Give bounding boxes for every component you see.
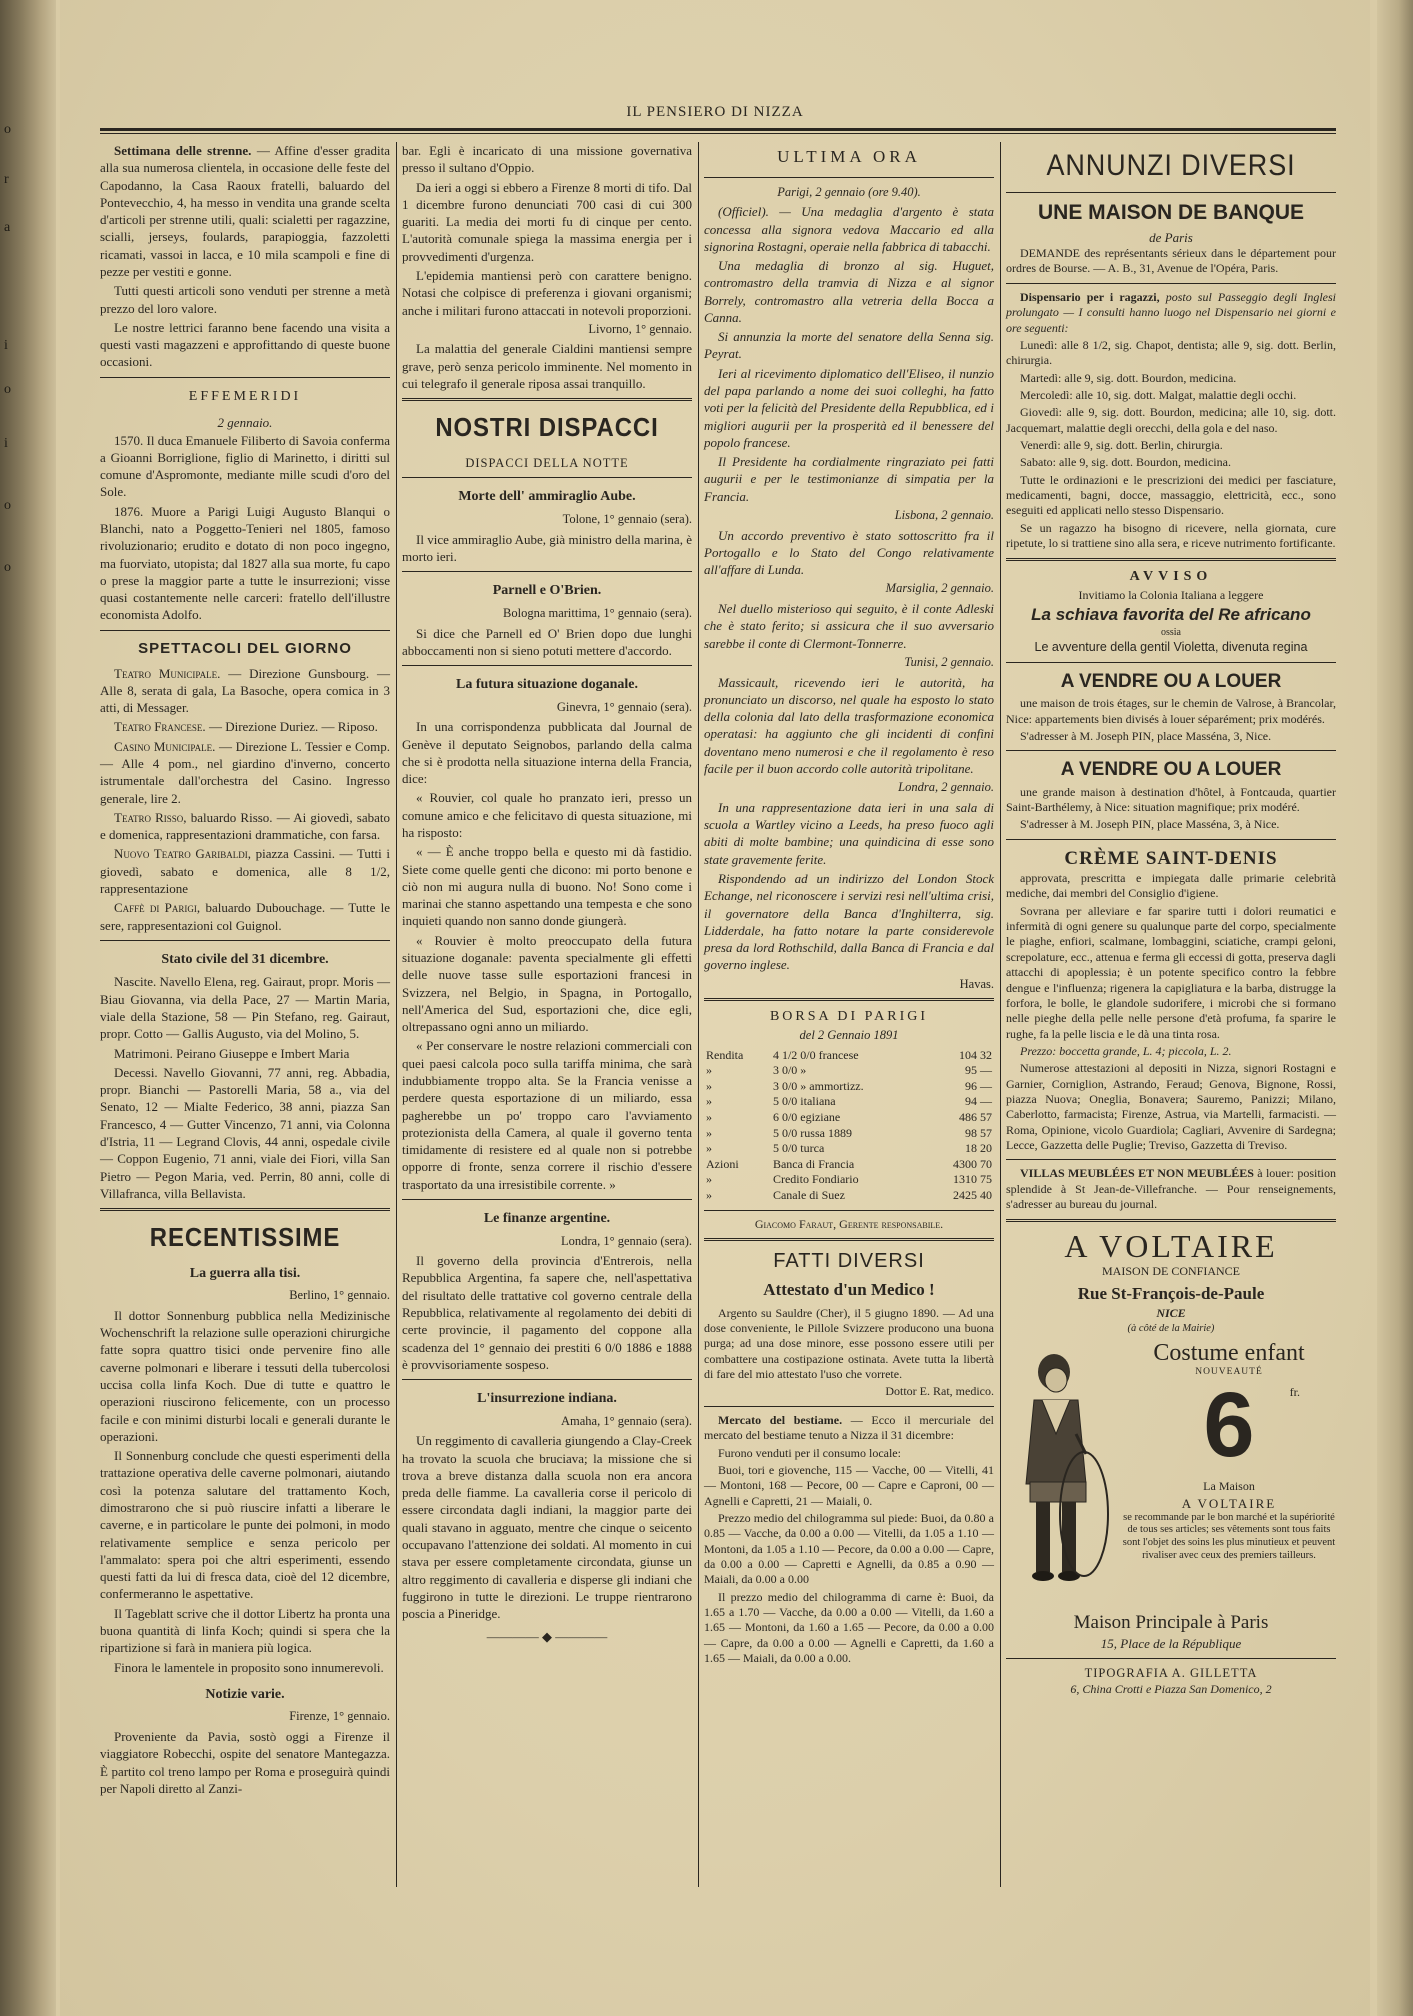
borsa-cell-type: » <box>706 1078 712 1093</box>
dispensario-line: Martedì: alle 9, sig. dott. Bourdon, medicina. <box>1020 370 1237 385</box>
borsa-date: del 2 Gennaio 1891 <box>799 1027 899 1042</box>
dispensario-line: Lunedì: alle 8 1/2, sig. Chapot, dentista; alle 9, sig. dott. Berlin, chirurgia. <box>1006 337 1336 368</box>
voltaire-street: Rue St-François-de-Paule <box>1077 1284 1265 1304</box>
venue-name: Caffè di Parigi, <box>114 900 201 916</box>
dispensario-line: Sabato: alle 9, sig. dott. Bourdon, medicina. <box>1020 455 1231 470</box>
dateline: Londra, 2 gennaio. <box>898 780 994 795</box>
page-binding-edge <box>0 0 56 2016</box>
news-paragraph <box>704 870 994 974</box>
borsa-cell-type: » <box>706 1063 712 1078</box>
divider <box>1006 192 1336 193</box>
header-rule <box>100 128 1336 134</box>
costume-price: 6 <box>1203 1373 1255 1476</box>
strenne-lead: Settimana delle strenne. <box>114 143 252 158</box>
dispensario-line: Se un ragazzo ha bisogno di ricevere, nella giornata, cure ripetute, lo si trattiene sino alla sera, e riceve nutrimento fortificante. <box>1006 520 1336 551</box>
villas-text: à louer: position splendide à St Jean-de-Villefranche. — Pour renseignements, s'adresser au bureau du journal. <box>1006 1166 1336 1212</box>
effemeridi-date: 2 gennaio. <box>217 415 273 431</box>
borsa-cell-price: 486 57 <box>959 1109 992 1124</box>
creme-text: approvata, prescritta e impiegata dalle primarie celebrità mediche, dai membri del Consiglio d'igiene. <box>1006 871 1336 901</box>
creme-text: Sovrana per alleviare e far sparire tutti i dolori reumatici e infermità di ogni genere su qualunque parte del corpo, specialmente le piaghe, enfiori, scalmane, lombaggini, sciatiche, crampi geloni, screpolature, ecc., attenua e ferma gli eccessi di gotta, preserva dagli attacchi di apoplessia; è un potente specifico contro la febbre dengue e l'influenza; rigenera la capigliatura e la barba, distrugge la forfora, le bolle, le glandole sudorifere, i microbi che si formano nelle pieghe della pelle nelle persone d'età profuma, fa sparire le rughe, fa la pelle liscia e le dà una tinta rosa. <box>1006 903 1336 1041</box>
news-text: Una medaglia di bronzo al sig. Huguet, contromastro della tramvia di Nizza e al signor Borrely, contromastro alla vetreria della Bocca a Canna. <box>704 258 994 325</box>
column-rule <box>1000 142 1001 1887</box>
venue-text: baluardo Risso. — Ai giovedì, sabato e domenica, rappresentazioni drammatiche, con farsa. <box>100 809 391 843</box>
banque-title: UNE MAISON DE BANQUE <box>1037 200 1305 224</box>
news-text: Il Presidente ha cordialmente ringraziato pei fatti augurii e per le testimonianze di simpatia per la Francia. <box>704 454 994 504</box>
borsa-cell-type: » <box>706 1125 712 1140</box>
news-paragraph <box>704 600 994 652</box>
maison-blurb: se recommande par le bon marché et la supériorité de tous ses articles; ses vêtements sont tous faits sont l'objet des soins les plus minutieux et peuvent rivaliser avec ceux des premiers tailleurs. <box>1122 1511 1336 1561</box>
venue-text: piazza Cassini. — Tutti i giovedì, sabato e domenica, alle 8 1/2, rappresentazione <box>100 846 390 896</box>
dispensario-lead: Dispensario per i ragazzi, <box>1020 289 1160 304</box>
news-text: Massicault, ricevendo ieri le autorità, ha pronunciato un discorso, nel quale ha esposto lo stato della colonia dal lato della trasformazione economica operatasi: ha aggiunto che gli incidenti di confini doventano meno numerosi e che il regolamento è reso facile per il buon accordo colle autorità tripolitane. <box>704 674 994 776</box>
column-4 <box>1006 142 1336 1698</box>
tipografia-address: 6, China Crotti e Piazza San Domenico, 2 <box>1070 1681 1272 1696</box>
article-paragraph: L'epidemia mantiensi però con carattere benigno. Notasi che colpisce di preferenza i giovani organismi; anche i militari furono attaccati in notevoli proporzioni. <box>402 267 692 318</box>
mercato-intro: — Ecco il mercuriale del mercato del bestiame tenuto a Nizza il 31 dicembre: <box>704 1412 995 1443</box>
borsa-row <box>704 1157 994 1173</box>
borsa-cell-security: 4 1/2 0/0 francese <box>772 1047 859 1062</box>
venue-name: Teatro Francese. <box>114 719 206 735</box>
mercato-item: Il prezzo medio del chilogramma di carne è: Buoi, da 1.65 a 1.70 — Vacche, da 0.00 a 0.00 — Vitelli, da 1.60 a 1.65 — Montoni, da 1.60 a 1.65 — Pecore, da 0.00 a 0.00 — Capre, da 0.00 a 0.00 — Agnelli e Capretti, da 1.60 a 1.65 — Maiali, da 0.00 a 0.00. <box>704 1589 994 1666</box>
spettacolo-item <box>100 809 390 844</box>
borsa-cell-security: 3 0/0 » ammortizz. <box>772 1078 864 1093</box>
borsa-cell-security: 3 0/0 » <box>772 1063 807 1078</box>
margin-fragment: o <box>4 560 11 575</box>
dateline: Ginevra, 1° gennaio (sera). <box>556 699 692 714</box>
voltaire-title: A VOLTAIRE <box>1064 1227 1278 1264</box>
dispensario-intro <box>1006 290 1336 336</box>
article-paragraph: Il governo della provincia d'Entrerois, nella Repubblica Argentina, fa sapere che, nell'aspettativa del risultato delle trattative col governo centrale della Repubblica, relativamente al regolamento dei debiti di certe provincie, il pagamento del coppone alla scadenza del 1° gennaio dei prestiti 6 0/0 1886 e 1888 è provvisoriamente sospeso. <box>402 1253 692 1372</box>
article-paragraph: Da ieri a oggi si ebbero a Firenze 8 morti di tifo. Dal 1 dicembre furono denunciati 700 casi di cui 300 guariti. La media dei morti fu di cinque per cento. L'autorità comunale spiega la massima energia per i provvedimenti d'urgenza. <box>402 179 692 264</box>
dateline: Livorno, 1° gennaio. <box>588 321 692 336</box>
article-paragraph: Finora le lamentele in proposito sono innumerevoli. <box>114 1659 384 1675</box>
borsa-cell-price: 18 20 <box>965 1141 992 1156</box>
divider <box>402 477 692 478</box>
maison-address: 15, Place de la République <box>1100 1635 1242 1651</box>
borsa-cell-type: » <box>706 1141 712 1156</box>
borsa-cell-type: Rendita <box>706 1047 744 1062</box>
article-paragraph: Il dottor Sonnenburg pubblica nella Medizinische Wochenschrift la relazione sulle operazioni chirurgiche fatte sopra quattro tisici onde pervenire fino alle caverne polmonari e liberare i tessuti della tubercolosi uccisa colla linfa Koch. Due di tutte e quattro le operazioni riuscirono felicemente, con un processo facile e con minimi disturbi locali e generali durante le operazioni. <box>100 1307 390 1444</box>
costume-title: Costume enfant <box>1153 1339 1305 1366</box>
divider <box>402 1199 692 1200</box>
margin-fragment: o <box>4 498 11 513</box>
villas-lead: VILLAS MEUBLÉES ET NON MEUBLÉES <box>1020 1166 1254 1181</box>
stato-civile-heading: Stato civile del 31 dicembre. <box>161 951 329 967</box>
margin-fragment: o <box>4 382 11 397</box>
mercato-item: Buoi, tori e giovenche, 115 — Vacche, 00 — Vitelli, 41 — Montoni, 168 — Pecore, 00 — Capre e Caproni, 00 — Agnelli e Capretti, 21 — Maiali, 0. <box>704 1462 994 1508</box>
divider <box>402 665 692 666</box>
borsa-cell-price: 2425 40 <box>953 1187 992 1202</box>
dateline: Amaha, 1° gennaio (sera). <box>561 1413 692 1428</box>
news-text: Rispondendo ad un indirizzo del London Stock Echange, nel riconoscere i servizi resi nell'ultima crisi, il governatore della Banca d'Inghilterra, sig. Lidderdale, ha fatto notare la parte considerevole presa da lord Rothschild, dalla Banca di Francia e dal governo inglese. <box>704 871 994 973</box>
voltaire-note: (à côté de la Mairie) <box>1127 1322 1215 1334</box>
villas-ad <box>1006 1166 1336 1212</box>
venue-text: — Direzione Duriez. — Riposo. <box>208 719 378 735</box>
dateline: Londra, 1° gennaio (sera). <box>561 1233 692 1248</box>
strenne-body: — Affine d'esser gradita alla sua numerosa clientela, in occasione delle feste del Capodanno, la Casa Raoux fratelli, baluardo del Pontevecchio, 4, ha messo in vendita una grande scelta d'articoli per strenne utili, quali: scialetti per ragazzine, scialli, jerseys, foulards, parapioggia, fazzoletti ricamati, vassoi in lacca, e 10 mila scampoli e fine di pezze per vestiti e gonne. <box>100 143 391 279</box>
borsa-cell-type: Azioni <box>706 1156 739 1171</box>
article-title: Parnell e O'Brien. <box>492 583 602 599</box>
mercato-item: Prezzo medio del chilogramma sul piede: Buoi, da 0.80 a 0.85 — Vacche, da 0.00 a 0.00 — Vitelli, da 1.05 a 1.10 — Montoni, da 1.05 a 1.10 — Pecore, da 0.00 a 0.00 — Capre, da 0.00 a 0.00 — Capretti e Agnelli, da 0.85 a 0.90 — Maiali, da 0.00 a 0.00 <box>704 1510 994 1587</box>
article-paragraph: Proveniente da Pavia, sostò oggi a Firenze il viaggiatore Robecchi, ospite del senatore Mantegazza. È partito col treno lampo per Roma e proseguirà quindi per Napoli diretto al Zanzi- <box>100 1729 390 1796</box>
double-divider <box>402 398 692 402</box>
borsa-cell-price: 4300 70 <box>953 1156 992 1171</box>
article-paragraph: bar. Egli è incaricato di una missione governativa presso il sultano d'Oppio. <box>402 143 692 176</box>
spettacolo-item <box>100 899 390 934</box>
margin-fragment: a <box>4 220 11 235</box>
banque-subtitle: de Paris <box>1149 229 1193 245</box>
divider <box>402 571 692 572</box>
double-divider <box>1006 1219 1336 1223</box>
margin-fragment: o <box>4 122 11 137</box>
divider <box>1006 1159 1336 1160</box>
divider <box>100 630 390 631</box>
article-paragraph: « Rouvier è molto preoccupato della futura situazione doganale: paventa specialmente gli effetti delle nuove tasse sulle esportazioni francesi in Svizzera, nel Belgio, in Spagna, in Portogallo, nell'America del Sud, esportazioni che, dice egli, oltrepassano ogni anno un miliardo. <box>402 932 692 1035</box>
dispensario-line: Giovedì: alle 9, sig. dott. Bourdon, medicina; alle 10, sig. dott. Jacquemart, malattie degli orecchi, della gola e del naso. <box>1006 405 1336 435</box>
borsa-table <box>704 1048 994 1204</box>
column-rule <box>396 142 397 1887</box>
dateline: Tolone, 1° gennaio (sera). <box>562 512 692 527</box>
newspaper-page <box>60 0 1370 2016</box>
venue-name: Casino Municipale. <box>114 738 216 754</box>
signature: Havas. <box>959 976 994 991</box>
venue-text: — Direzione L. Tessier e Comp. — Alle 4 pom., nel giardino d'inverno, concerto istrumentale dall'orchestra del Casino. Ingresso generale, lire 2. <box>100 738 390 806</box>
vendre-text: une maison de trois étages, sur le chemin de Valrose, à Brancolar, Nice: appartements bien divisés à louer séparément; prix modérés. <box>1006 696 1336 726</box>
news-paragraph <box>704 257 994 326</box>
borsa-cell-security: Canale di Suez <box>772 1187 845 1202</box>
effemeridi-entry: 1876. Muore a Parigi Luigi Augusto Blanqui o Blanchi, nato a Poggetto-Tenieri nel 1805, famoso rivoluzionario; erudito e dotato di non poco ingegno, ma fuorviato, utopista; dal 1827 alla sua morte, fu capo o prese la maggior parte a tutte le insurrezioni; visse quasi costantemente nelle carceri: fratello dell'illustre economista Adolfo. <box>100 503 390 623</box>
article-paragraph: La malattia del generale Cialdini mantiensi sempre grave, però senza pericolo imminente. Nel momento in cui telegrafo il generale riposa assai tranquillo. <box>402 341 692 391</box>
article-title: Notizie varie. <box>205 1686 285 1702</box>
borsa-row <box>704 1048 994 1064</box>
dateline: Bologna marittima, 1° gennaio (sera). <box>503 605 692 620</box>
dispacci-heading: NOSTRI DISPACCI <box>435 412 659 443</box>
news-text: Nel duello misterioso qui seguito, è il conte Adleski che è stato ferito; si assicura che il suo avversario sarebbe il conte di Clermont-Tonnerre. <box>704 601 994 651</box>
margin-fragment: i <box>4 436 8 451</box>
venue-name: Teatro Risso, <box>114 809 187 825</box>
maison-principale: Maison Principale à Paris <box>1073 1611 1269 1633</box>
spettacolo-item <box>100 665 390 717</box>
double-divider <box>100 1208 390 1212</box>
borsa-cell-price: 98 57 <box>965 1125 992 1140</box>
attestato-title: Attestato d'un Medico ! <box>763 1280 935 1300</box>
news-paragraph <box>704 203 994 255</box>
spettacolo-item <box>100 718 390 735</box>
avviso-line: Invitiamo la Colonia Italiana a leggere <box>1078 588 1264 603</box>
ultima-ora-heading: ULTIMA ORA <box>777 147 921 166</box>
running-head: IL PENSIERO DI NIZZA <box>626 104 804 120</box>
article-paragraph: Un reggimento di cavalleria giungendo a Clay-Creek ha trovato la scuola che bruciava; la missione che si trova a breve distanza dalla scuola non era ancora preda delle fiamme. La cavalleria corse il pericolo di essere circondata dagli indiani, la maggior parte dei quali stavano in agguato, mentre che cinque o seicento occupavano l'attenzione dei soldati. Al momento in cui stava per essere completamente circondata, giunse un altro reggimento di cavalleria e disperse gli indiani che fuggirono in tutte le direzioni. Le truppe rientrarono poscia a Pineridge. <box>402 1433 692 1622</box>
vendre-title: A VENDRE OU A LOUER <box>1060 671 1282 693</box>
dateline: Tunisi, 2 gennaio. <box>904 654 994 669</box>
double-divider <box>704 1238 994 1242</box>
spettacolo-item <box>100 738 390 807</box>
matrimoni-paragraph: Matrimoni. Peirano Giuseppe e Imbert Maria <box>114 1045 350 1061</box>
divider <box>100 377 390 378</box>
spettacoli-heading: SPETTACOLI DEL GIORNO <box>138 639 352 657</box>
attestato-signature: Dottor E. Rat, medico. <box>885 1384 994 1399</box>
news-paragraph <box>704 799 994 868</box>
maison-label: La Maison <box>1203 1478 1255 1493</box>
divider <box>1006 283 1336 284</box>
borsa-cell-security: 5 0/0 turca <box>772 1141 825 1156</box>
divider <box>704 1210 994 1211</box>
borsa-cell-security: Credito Fondiario <box>772 1172 859 1187</box>
creme-prezzo: Prezzo: boccetta grande, L. 4; piccola, L. 2. <box>1020 1043 1232 1058</box>
end-ornament: ———— ◆ ———— <box>486 1629 608 1645</box>
vendre-title: A VENDRE OU A LOUER <box>1060 759 1282 781</box>
dispensario-line: Venerdì: alle 9, sig. dott. Berlin, chirurgia. <box>1020 438 1223 453</box>
news-paragraph <box>704 674 994 778</box>
effemeridi-entry: 1570. Il duca Emanuele Filiberto di Savoia conferma a Gioanni Borriglione, figlio di Marinetto, i diritti sul comune d'Aspromonte, mediante mille scudi d'oro del Sole. <box>100 432 390 500</box>
creme-title: CRÈME SAINT-DENIS <box>1064 847 1278 869</box>
news-text: Si annunzia la morte del senatore della Senna sig. Peyrat. <box>704 329 994 362</box>
mercato-item: Furono venduti per il consumo locale: <box>718 1445 901 1460</box>
article-paragraph: Il vice ammiraglio Aube, già ministro della marina, è morto ieri. <box>402 531 692 564</box>
borsa-cell-type: » <box>706 1094 712 1109</box>
venue-name: Teatro Municipale. <box>114 665 221 681</box>
borsa-row <box>704 1110 994 1126</box>
borsa-cell-security: 5 0/0 italiana <box>772 1094 836 1109</box>
article-title: Le finanze argentine. <box>483 1210 611 1226</box>
dateline: Firenze, 1° gennaio. <box>289 1709 390 1724</box>
borsa-cell-type: » <box>706 1187 712 1202</box>
borsa-row <box>704 1126 994 1142</box>
news-paragraph <box>704 328 994 363</box>
price-unit: fr. <box>1289 1384 1300 1399</box>
annunzi-heading: ANNUNZI DIVERSI <box>1046 149 1296 182</box>
double-divider <box>1006 558 1336 562</box>
avviso-ossia: ossia <box>1161 627 1181 639</box>
borsa-cell-security: Banca di Francia <box>772 1156 855 1171</box>
borsa-heading: BORSA DI PARIGI <box>769 1009 929 1025</box>
column-2 <box>402 142 692 1646</box>
strenne-paragraph-3: Le nostre lettrici faranno bene facendo una visita a questi vasti magazzeni e approfittando di queste buone occasioni. <box>100 319 390 370</box>
voltaire-ad-body <box>1006 1340 1336 1604</box>
borsa-cell-price: 96 — <box>965 1078 992 1093</box>
divider <box>1006 1658 1336 1659</box>
borsa-row <box>704 1172 994 1188</box>
borsa-row <box>704 1079 994 1095</box>
borsa-cell-price: 104 32 <box>959 1047 992 1062</box>
mercato-paragraph <box>704 1413 994 1444</box>
borsa-row <box>704 1188 994 1204</box>
margin-fragment: r <box>4 172 9 187</box>
borsa-cell-security: 5 0/0 russa 1889 <box>772 1125 852 1140</box>
double-divider <box>704 998 994 1002</box>
borsa-cell-price: 95 — <box>965 1063 992 1078</box>
article-paragraph: Si dice che Parnell ed O' Brien dopo due lunghi abboccamenti non si sieno potuti mettere d'accordo. <box>402 625 692 658</box>
mercato-lead: Mercato del bestiame. <box>718 1412 843 1427</box>
page-right-edge <box>1377 0 1413 2016</box>
article-title: La futura situazione doganale. <box>455 677 638 693</box>
dateline: Lisbona, 2 gennaio. <box>894 508 994 523</box>
venue-text: — Direzione Gunsbourg. — Alle 8, serata di gala, La Basoche, opera comica in 3 atti, di Messager. <box>100 665 390 716</box>
avviso-subtitle: Le avventure della gentil Violetta, divenuta regina <box>1034 640 1308 655</box>
article-paragraph: Il Sonnenburg conclude che questi esperimenti della trattazione operativa delle caverne polmonari, aiutando così la potenza salutare del trattamento Koch, dimostrarono che si può riuscire infatti a liberare le caverne, e in particolare le punte dei polmoni, in modo relativamente semplice e senza pericolo per l'ammalato: spera poi che altri esperimenti, essendo questi fatti da lui di fresca data, cioè del 12 dicembre, confermeranno le aspettative. <box>100 1448 390 1602</box>
news-text: Ieri al ricevimento diplomatico dell'Eliseo, il nunzio del papa parlando a nome dei suoi colleghi, ha fatto voti per la felicità del Presidente della Repubblica, ed i migliori augurii per la prosperità ed il benessere del popolo francese. <box>704 365 994 450</box>
dispensario-line: Mercoledì: alle 10, sig. dott. Malgat, malattie degli occhi. <box>1020 387 1297 402</box>
borsa-cell-price: 1310 75 <box>953 1172 992 1187</box>
effemeridi-heading: EFFEMERIDI <box>188 388 302 404</box>
decessi-paragraph: Decessi. Navello Giovanni, 77 anni, reg. Abbadia, propr. Bianchi — Pastorelli Maria, 58 a., via del Senato, 12 — Mialte Federico, 38 anni, piazza San Francesco, 4 — Gutter Vincenzo, 71 anni, via Colonna d'Istria, 11 — Legrand Clovis, 44 anni, ospedale civile — Coppon Eugenio, 71 anni, viale dei Fiori, villa San Pietro — Pegon Maria, ved. Perrin, 80 anni, colle di Villafranca, villa Bellavista. <box>100 1064 390 1201</box>
article-paragraph: « Per conservare le nostre relazioni commerciali con quei paesi calcola poco sulla tariffa minima, che sarà indubbiamente troppo alta. Se la Francia venisse a perdere questa esportazione di un miliardo, essa pagherebbe un po' troppo caro l'avviamento protezionista della Camera, al quale il governo tenta timidamente di resistere ed al quale non si potrebbe opporre di fronte, senza correre il rischio d'essere trasportato da una irresistibile corrente. » <box>402 1038 692 1192</box>
article-paragraph: « Rouvier, col quale ho pranzato ieri, presso un comune amico e che felicitavo di questa situazione, mi ha risposto: <box>402 790 692 840</box>
margin-fragment: i <box>4 338 8 353</box>
maison-name: A VOLTAIRE <box>1181 1495 1277 1511</box>
fatti-heading: FATTI DIVERSI <box>773 1250 925 1273</box>
dispensario-line: Tutte le ordinazioni e le prescrizioni dei medici per fasciature, medicamenti, bagni, docce, massaggio, elettricità, ecc., sono eseguiti ed applicati nello stesso Dispensario. <box>1006 472 1336 518</box>
price-block <box>1006 1373 1336 1476</box>
vendre-contact: S'adresser à M. Joseph PIN, place Masséna, 3, Nice. <box>1020 729 1272 744</box>
borsa-cell-security: 6 0/0 egiziane <box>772 1109 841 1124</box>
dateline: Parigi, 2 gennaio (ore 9.40). <box>777 184 921 199</box>
avviso-headline: La schiava favorita del Re africano <box>1031 604 1311 624</box>
venue-text: baluardo Dubouchage. — Tutte le sere, rappresentazioni col Guignol. <box>100 900 391 933</box>
tipografia-name: TIPOGRAFIA A. GILLETTA <box>1084 1666 1258 1681</box>
borsa-cell-type: » <box>706 1109 712 1124</box>
strenne-paragraph <box>100 142 390 280</box>
divider <box>704 1406 994 1407</box>
divider <box>1006 839 1336 840</box>
column-3 <box>704 142 994 1669</box>
divider <box>704 177 994 178</box>
article-paragraph: In una corrispondenza pubblicata dal Journal de Genève il deputato Seignobos, parlando della calma che si è prodotta nella situazione interna della Francia, dice: <box>402 719 692 787</box>
divider <box>402 1379 692 1380</box>
news-text: In una rappresentazione data ieri in una sala di scuola a Wartley vicino a Leeds, ha preso fuoco agli abiti di molte bambine; una quindicina di esse sono state gravemente ferite. <box>704 799 994 867</box>
venue-name: Nuovo Teatro Garibaldi, <box>114 846 251 862</box>
dispacci-subheading: DISPACCI DELLA NOTTE <box>465 455 629 470</box>
borsa-cell-type: » <box>706 1172 712 1187</box>
vendre-text: une grande maison à destination d'hôtel, à Fontcauda, quartier Saint-Barthélemy, à Nice: situation magnifique; prix modéré. <box>1006 784 1336 815</box>
column-1 <box>100 142 390 1799</box>
divider <box>100 940 390 941</box>
voltaire-city: NICE <box>1156 1305 1186 1320</box>
recentissime-heading: RECENTISSIME <box>149 1222 341 1253</box>
article-paragraph: Il Tageblatt scrive che il dottor Libertz ha pronta una buona quantità di linfa Koch; quindi si spera che la ripartizione si farà in maniera più logica. <box>100 1605 390 1656</box>
dispensario-intro-text: posto sul Passeggio degli Inglesi prolungato — I consulti hanno luogo nel Dispensario nei giorni e ore seguenti: <box>1006 289 1336 335</box>
voltaire-subtitle: MAISON DE CONFIANCE <box>1101 1263 1240 1278</box>
column-rule <box>698 142 699 1887</box>
borsa-rows <box>704 1048 994 1204</box>
borsa-row <box>704 1094 994 1110</box>
attestato-text: Argento su Sauldre (Cher), il 5 giugno 1890. — Ad una dose conveniente, le Pillole Svizzere producono una buona purga; ad una dose minore, esse possono essere utili per combattere una costipazione ostinata. Avete tutta la libertà di fare del mio attestato l'uso che vorrete. <box>704 1305 994 1382</box>
news-text: Un accordo preventivo è stato sottoscritto fra il Portogallo e lo Stato del Congo relativamente all'affare di Lunda. <box>704 527 994 578</box>
nouveaute-label: NOUVEAUTÉ <box>1195 1367 1263 1378</box>
creme-depositi: Numerose attestazioni al depositi in Nizza, signori Rostagni e Garnier, Corniglion, Astrando, Feraud; Genova, Bignone, Rossi, piazza Nuova; Oneglia, Bonavera; Sauremo, Panizzi; Milano, Caberlotto, farmacista; Firenze, Astrua, via Martelli, farmacisti. — Roma, Opinione, vicolo Guardiola; Cagliari, Avvenire di Sardegna; Lecce, Gazzetta delle Puglie; Treviso, Gazzetta di Treviso. <box>1006 1061 1336 1153</box>
article-title: Morte dell' ammiraglio Aube. <box>458 489 636 505</box>
dateline: Marsiglia, 2 gennaio. <box>885 581 994 596</box>
nascite-paragraph: Nascite. Navello Elena, reg. Gairaut, propr. Moris — Biau Giovanna, via della Pace, 27 — Martin Maria, viale della Stazione, 58 — Pin Stefano, reg. Gairaut, propr. Cotto — Gallis Augusto, via del Molino, 5. <box>100 974 390 1042</box>
news-paragraph <box>704 365 994 451</box>
divider <box>1006 750 1336 751</box>
borsa-cell-price: 94 — <box>965 1094 992 1109</box>
strenne-paragraph-2: Tutti questi articoli sono venduti per strenne a metà prezzo del loro valore. <box>100 283 390 316</box>
divider <box>1006 662 1336 663</box>
borsa-row <box>704 1063 994 1079</box>
news-paragraph <box>704 527 994 579</box>
borsa-row <box>704 1141 994 1157</box>
dateline: Berlino, 1° gennaio. <box>289 1288 390 1303</box>
avviso-heading: AVVISO <box>1129 568 1213 584</box>
banque-text: DEMANDE des représentants sérieux dans le département pour ordres de Bourse. — A. B., 31, Avenue de l'Opéra, Paris. <box>1006 246 1336 276</box>
news-paragraph <box>704 453 994 505</box>
article-title: L'insurrezione indiana. <box>477 1391 617 1407</box>
spettacolo-item <box>100 845 390 897</box>
article-paragraph: « — È anche troppo bella e questo mi dà fastidio. Siete come quelle genti che dicono: mi porto benone e ciò non mi augura nulla di buono. No! Sono come i marinai che stanno aspettando una tempesta e che sono inquieti quando non sanno donde giungerà. <box>402 844 692 929</box>
gerente-line: Giacomo Faraut, Gerente responsabile. <box>754 1216 944 1231</box>
vendre-contact: S'adresser à M. Joseph PIN, place Masséna, 3, à Nice. <box>1020 817 1280 832</box>
news-text: (Officiel). — Una medaglia d'argento è stata concessa alla signora vedova Maccario ed alla signorina Rostagni, operaie nella fabbrica di tabacchi. <box>704 204 994 254</box>
article-title: La guerra alla tisi. <box>189 1265 301 1281</box>
